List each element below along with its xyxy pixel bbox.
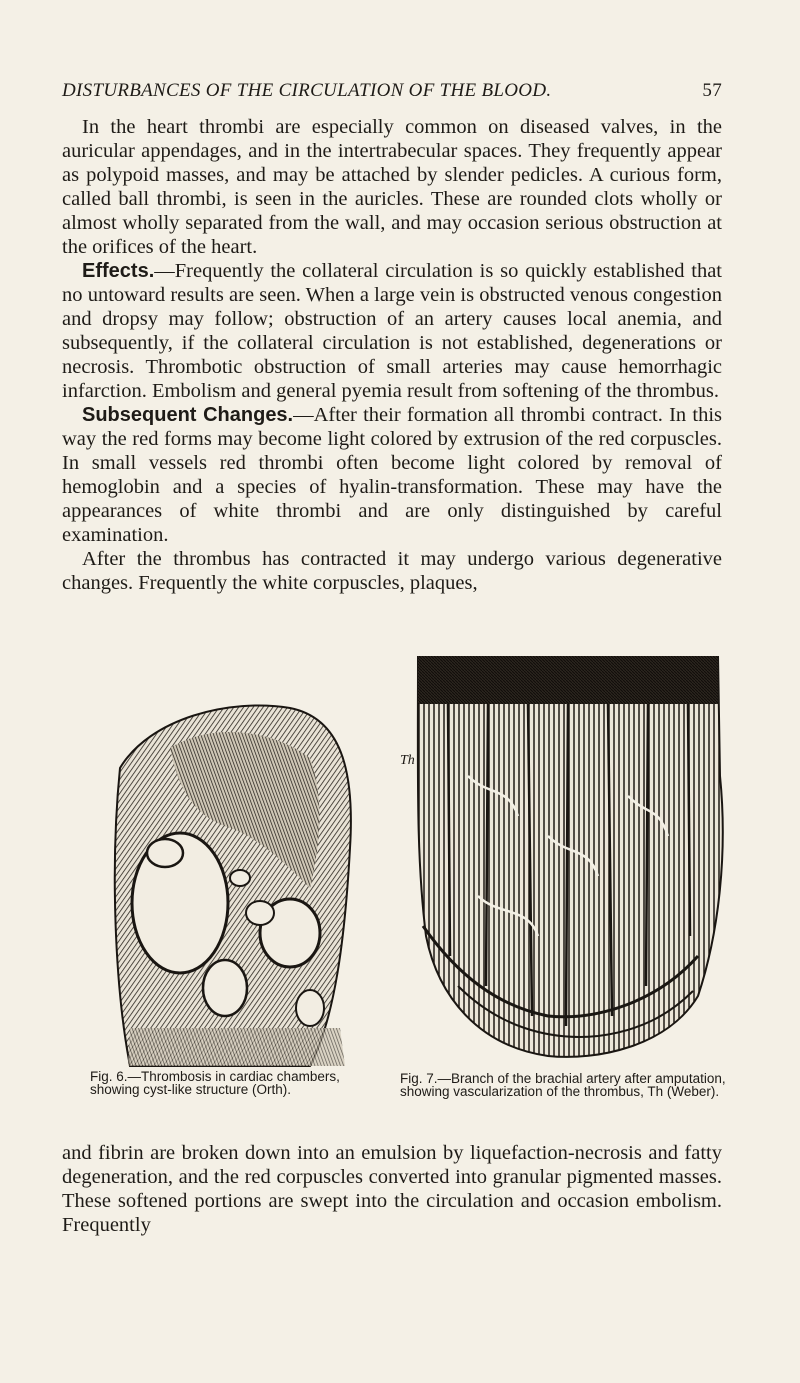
body-text-bottom [62, 1141, 722, 1237]
figure-7-caption: Fig. 7.—Branch of the brachial artery after amputation, showing vascularization of the thrombus, Th (Weber). [400, 1071, 726, 1099]
figure-6-engraving [110, 688, 360, 1068]
subsequent-heading: Subsequent Changes. [82, 404, 294, 426]
paragraph-continued: and fibrin are broken down into an emulsion by liquefaction-necrosis and fatty degeneration, and the red corpuscles converted into granular pigmented masses. These softened portions are swept into the circulation and occasion embolism. Frequently [62, 1142, 722, 1236]
figure-7-th-label: Th [400, 753, 415, 768]
figure-6-caption: Fig. 6.—Thrombosis in cardiac chambers, showing cyst-like structure (Orth). [90, 1069, 340, 1097]
figure-7-engraving [398, 656, 734, 1066]
page-number: 57 [702, 80, 722, 101]
effects-heading: Effects. [82, 260, 155, 282]
body-text-top [62, 115, 722, 595]
running-title: DISTURBANCES OF THE CIRCULATION OF THE BLOOD. [62, 80, 552, 101]
effects-text: —Frequently the collateral circulation is so quickly established that no untoward results are seen. When a large vein is obstructed venous congestion and dropsy may follow; obstruction of an artery causes local anemia, and subsequently, if the collateral circulation is not established, degenerations or necrosis. Thrombotic obstruction of small arteries may cause hemorrhagic infarction. Embolism and general pyemia result from softening of the thrombus. [62, 260, 722, 402]
figure-7-illustration [398, 656, 734, 1066]
paragraph-heart-thrombi: In the heart thrombi are especially common on diseased valves, in the auricular appendages, and in the intertrabecular spaces. They frequently appear as polypoid masses, and may be attached by slender pedicles. A curious form, called ball thrombi, is seen in the auricles. These are rounded clots wholly or almost wholly separated from the wall, and may occasion serious obstruction at the orifices of the heart. [62, 116, 722, 258]
paragraph-subsequent-changes [62, 403, 722, 547]
figure-6-illustration [110, 688, 360, 1068]
paragraph-effects [62, 259, 722, 403]
paragraph-after-contraction: After the thrombus has contracted it may undergo various degenerative changes. Frequently the white corpuscles, plaques, [62, 548, 722, 594]
running-header [62, 80, 722, 102]
subsequent-text: —After their formation all thrombi contract. In this way the red forms may become light colored by extrusion of the red corpuscles. In small vessels red thrombi often become light colored by removal of hemoglobin and a species of hyalin-transformation. These may have the appearances of white thrombi and are only distinguished by careful examination. [62, 404, 722, 546]
